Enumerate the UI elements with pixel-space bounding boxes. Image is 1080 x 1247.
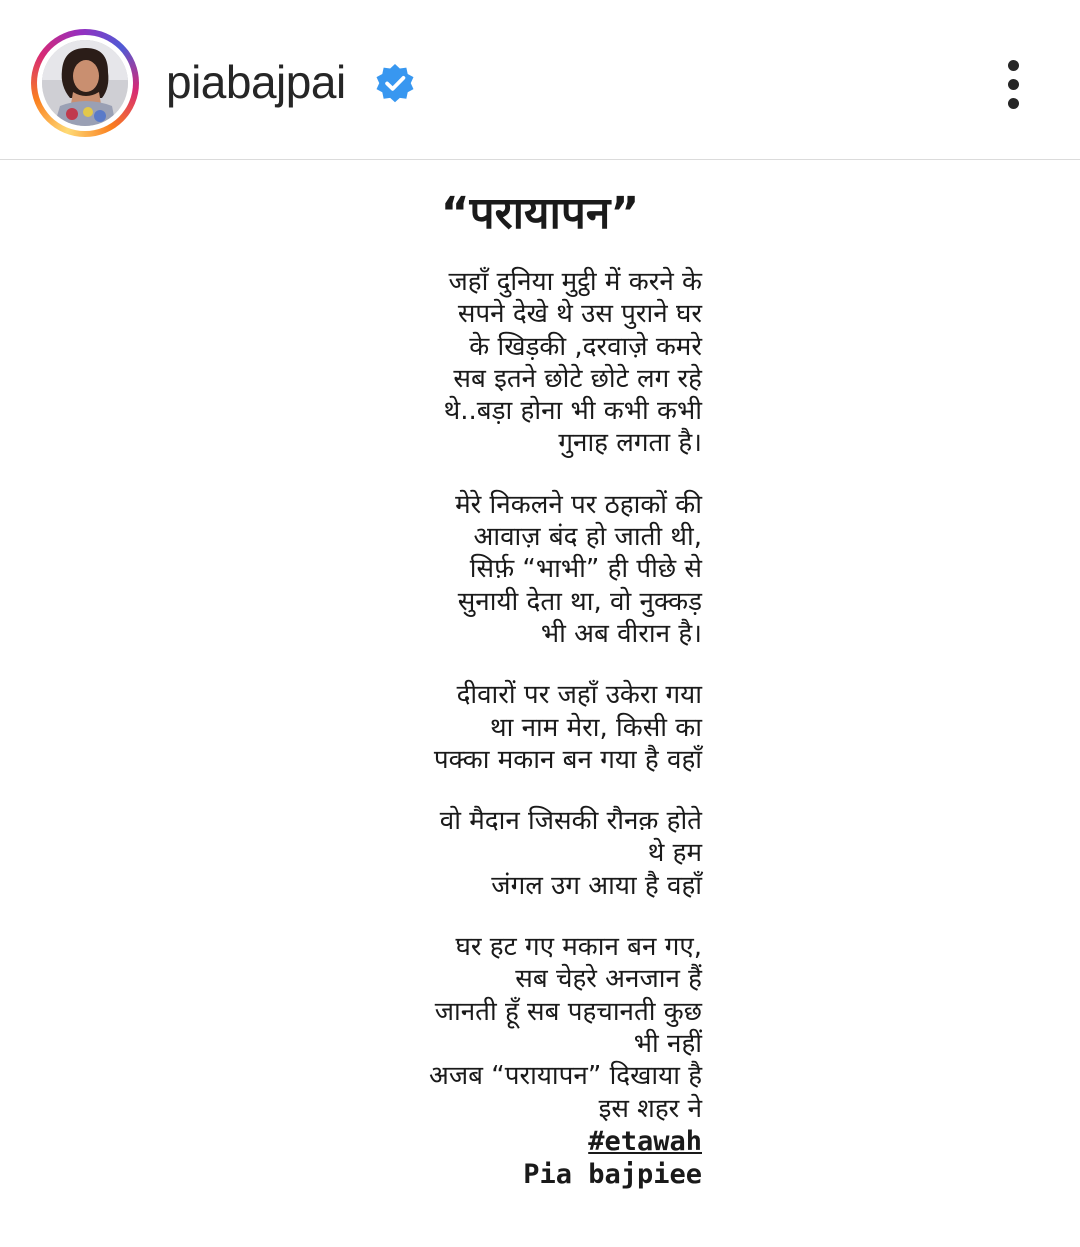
avatar[interactable] xyxy=(42,40,128,126)
poem-line: दीवारों पर जहाँ उकेरा गया xyxy=(456,680,702,711)
poem-line: सपने देखे थे उस पुराने घर xyxy=(457,299,702,330)
poem-line: जानती हूँ सब पहचानती कुछ xyxy=(434,996,702,1027)
poem-line: इस शहर ने xyxy=(598,1093,702,1124)
poem-line: घर हट गए मकान बन गए, xyxy=(455,932,702,963)
poem-line: सब चेहरे अनजान हैं xyxy=(515,964,702,995)
poem-line: आवाज़ बंद हो जाती थी, xyxy=(473,522,702,553)
more-options-icon[interactable] xyxy=(990,56,1038,112)
poem-line: पक्का मकान बन गया है वहाँ xyxy=(433,744,702,775)
verified-badge-icon xyxy=(374,63,416,105)
username[interactable]: piabajpai xyxy=(166,56,346,108)
poem-line: थे हम xyxy=(647,838,702,869)
poem-stanza-3 xyxy=(340,679,702,776)
poem-stanza-2 xyxy=(340,489,702,650)
poem-line: जंगल उग आया है वहाँ xyxy=(491,870,702,901)
poem-line: के खिड़की ,दरवाज़े कमरे xyxy=(469,331,702,362)
poem-line: था नाम मेरा, किसी का xyxy=(489,712,702,743)
poem-line: सिर्फ़ “भाभी” ही पीछे से xyxy=(469,554,702,585)
poem-line: सब इतने छोटे छोटे लग रहे xyxy=(453,363,702,394)
poem-line: भी अब वीरान है। xyxy=(540,618,702,649)
poem-stanza-1 xyxy=(340,266,702,460)
poem-line: भी नहीं xyxy=(633,1028,702,1059)
post-header xyxy=(0,0,1080,160)
post-image xyxy=(0,160,1080,1247)
poem-line: सुनायी देता था, वो नुक्कड़ xyxy=(457,586,702,617)
poem-line: अजब “परायापन” दिखाया है xyxy=(428,1061,702,1092)
poem-body xyxy=(340,266,702,1191)
poem-line: जहाँ दुनिया मुट्ठी में करने के xyxy=(448,267,702,297)
poem-line: वो मैदान जिसकी रौनक़ होते xyxy=(439,806,702,837)
poem-stanza-4 xyxy=(340,805,702,902)
story-ring[interactable] xyxy=(31,29,139,137)
poem-stanza-5 xyxy=(340,931,702,1125)
poem-line: गुनाह लगता है। xyxy=(558,428,702,459)
poem-title: “परायापन” xyxy=(440,188,640,239)
signature: Pia bajpiee xyxy=(523,1158,702,1190)
poem-line: मेरे निकलने पर ठहाकों की xyxy=(455,489,702,520)
poem-line: थे..बड़ा होना भी कभी कभी xyxy=(443,396,702,427)
avatar-photo-icon xyxy=(42,40,128,126)
hashtag: #etawah xyxy=(588,1125,702,1157)
